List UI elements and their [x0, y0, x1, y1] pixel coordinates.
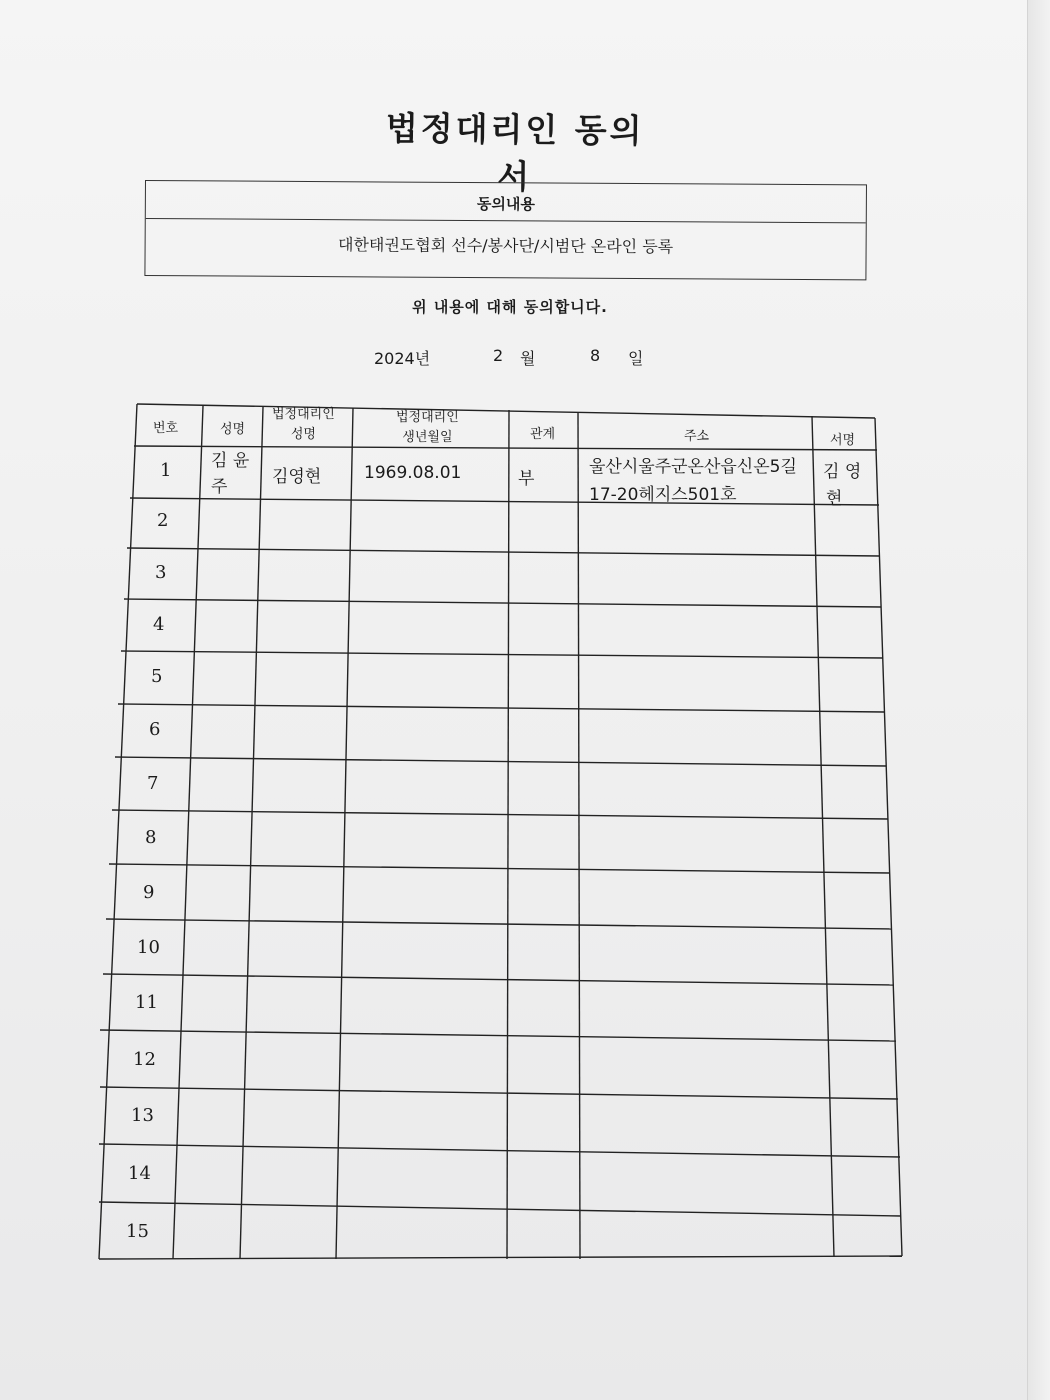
row-number: 15 — [126, 1221, 149, 1242]
row1-number: 1 — [160, 460, 172, 481]
table-row-rule — [130, 498, 879, 505]
table-row-rule — [106, 919, 892, 929]
row-number: 12 — [133, 1049, 156, 1070]
header-no: 번호 — [153, 421, 179, 436]
table-column-rule — [336, 408, 353, 1259]
row-number: 8 — [145, 827, 157, 848]
row-number: 9 — [143, 882, 155, 903]
row1-guardian-birth: 1969.08.01 — [364, 463, 462, 483]
table-column-rule — [578, 412, 580, 1259]
table-row-rule — [103, 974, 894, 985]
table-row-rule — [112, 810, 888, 819]
row1-signature-line1: 김 영 — [823, 462, 862, 482]
date-day-unit: 일 — [628, 349, 644, 368]
row-number: 10 — [137, 937, 160, 958]
table-column-rule — [240, 407, 263, 1259]
row-number: 3 — [155, 562, 167, 583]
header-guardian-birth — [396, 408, 459, 448]
table-row-rule — [121, 651, 883, 658]
table-row-rule — [99, 1202, 901, 1216]
agree-statement: 위 내용에 대해 동의합니다. — [412, 298, 608, 316]
row1-relation: 부 — [518, 469, 535, 489]
header-guardian-birth-line1: 법정대리인 — [396, 410, 459, 425]
row-number: 5 — [151, 666, 163, 687]
consent-body: 대한태권도협회 선수/봉사단/시범단 온라인 등록 — [337, 235, 674, 257]
table-row-rule — [115, 757, 886, 766]
header-signature: 서명 — [830, 433, 856, 448]
header-address: 주소 — [684, 429, 710, 444]
row1-address-line1: 울산시울주군온산읍신온5길 — [589, 457, 797, 477]
header-guardian-birth-line2: 생년월일 — [402, 430, 453, 445]
header-name: 성명 — [220, 422, 246, 437]
row1-address-line2: 17-20헤지스501호 — [589, 485, 737, 505]
header-guardian-name-line2: 성명 — [290, 427, 316, 442]
header-guardian-name-line1: 법정대리인 — [272, 407, 335, 422]
date-year: 2024년 — [374, 349, 431, 368]
table-column-rule — [173, 406, 203, 1259]
row-number: 14 — [128, 1163, 151, 1184]
header-guardian-name — [272, 405, 335, 445]
header-relation: 관계 — [530, 427, 556, 442]
date-month: 2 — [493, 346, 504, 365]
row-number: 6 — [149, 719, 161, 740]
table-column-rule — [812, 416, 834, 1257]
table-row-rule — [124, 599, 881, 607]
row-number: 4 — [153, 614, 165, 635]
row-number: 2 — [157, 510, 169, 531]
row-number: 11 — [135, 992, 158, 1013]
table-column-rule — [99, 404, 137, 1259]
table-row-rule — [99, 1256, 902, 1259]
date-day: 8 — [590, 346, 601, 365]
row-number: 7 — [147, 773, 159, 794]
table-row-rule — [137, 404, 875, 418]
consent-header: 동의내용 — [146, 181, 866, 223]
table-column-rule — [875, 418, 902, 1256]
row1-name-line1: 김 윤 — [211, 451, 250, 471]
document-title: 법정대리인 동의서 — [385, 108, 645, 197]
table-column-rule — [507, 410, 509, 1259]
table-row-rule — [100, 1030, 896, 1041]
row-number: 13 — [131, 1105, 154, 1126]
table-row-rule — [100, 1087, 898, 1099]
table-row-rule — [127, 548, 880, 556]
row1-name-line2: 주 — [211, 477, 228, 497]
row1-guardian-name: 김영현 — [272, 467, 322, 487]
date-month-unit: 월 — [520, 349, 536, 368]
row1-signature-line2: 현 — [826, 489, 843, 509]
table-row-rule — [99, 1144, 900, 1157]
table-row-rule — [109, 864, 890, 873]
table-row-rule — [118, 704, 884, 712]
